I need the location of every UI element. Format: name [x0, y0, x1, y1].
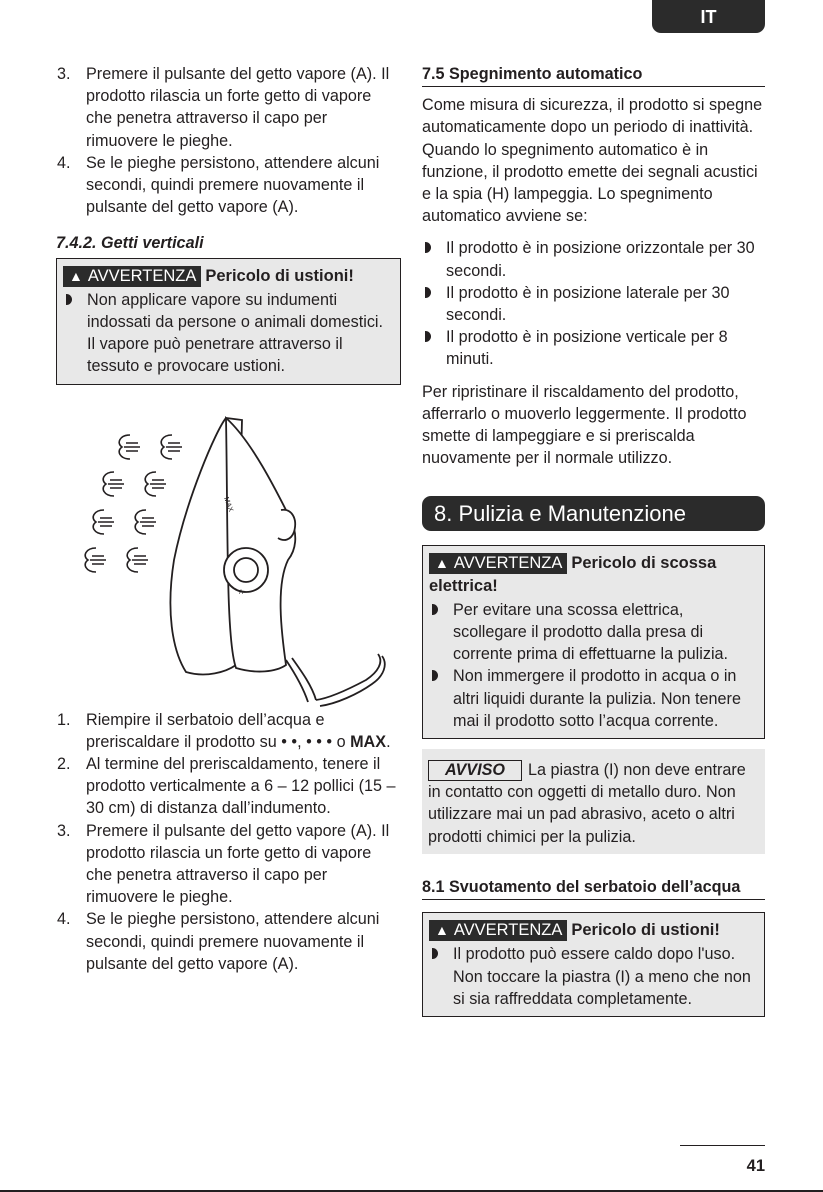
step-text: Premere il pulsante del getto vapore (A). Il prodotto rilascia un forte getto di vapore che penetra attraverso il capo per rimuovere le pieghe. — [86, 65, 390, 150]
bullet-icon — [432, 604, 438, 615]
restart-text: Per ripristinare il riscaldamento del prodotto, afferrarlo o muoverlo leggermente. Il prodotto smette di lampeggiare e si preriscalda nuovamente per il normale utilizzo. — [422, 382, 747, 468]
setting-max: MAX — [350, 732, 387, 751]
list-item — [429, 943, 756, 1010]
bullet-icon — [425, 331, 431, 342]
iron-body-icon — [170, 418, 316, 702]
page-number: 41 — [680, 1145, 765, 1177]
step-text-end: . — [386, 732, 391, 751]
warning-title: Pericolo di ustioni! — [571, 921, 720, 940]
step-text: Se le pieghe persistono, attendere alcuni secondi, quindi premere nuovamente il pulsante del getto vapore (A). — [86, 910, 380, 973]
list-item — [56, 908, 401, 975]
warning-label — [429, 920, 567, 941]
vertical-steam-iron-illustration — [76, 410, 406, 710]
warning-text: Non applicare vapore su indumenti indossati da persone o animali domestici. Il vapore può penetrare attraverso il tessuto e provocare ustioni. — [87, 290, 384, 376]
condition-text: Il prodotto è in posizione orizzontale per 30 secondi. — [446, 239, 755, 280]
list-item — [56, 152, 401, 219]
right-column — [422, 63, 765, 1017]
warning-text: Per evitare una scossa elettrica, scollegare il prodotto dalla presa di corrente prima di effettuarne la pulizia. — [453, 600, 729, 664]
auto-off-text: Come misura di sicurezza, il prodotto si spegne automaticamente dopo un periodo di inattività. Quando lo spegnimento automatico è in funzione, il prodotto emette dei segnali acustici e la spia (H) lampeggia. Lo spegnimento automatico avviene se: — [422, 96, 763, 226]
warning-box-burn — [56, 258, 401, 385]
list-item — [429, 599, 756, 666]
warning-box-burn-cleaning — [422, 912, 765, 1017]
steam-puffs-icon — [85, 435, 182, 572]
list-item — [429, 665, 756, 732]
notice-box — [422, 749, 765, 854]
auto-off-conditions — [422, 237, 765, 370]
warning-text: Non immergere il prodotto in acqua o in altri liquidi durante la pulizia. Non tenere mai il prodotto sotto l’acqua corrente. — [453, 667, 741, 730]
steps-list-top — [56, 63, 401, 218]
warning-header — [63, 265, 392, 287]
step-number: 4. — [57, 910, 71, 929]
warning-items — [429, 599, 756, 732]
step-number: 3. — [57, 821, 71, 840]
section-heading-auto-off: 7.5 Spegnimento automatico — [422, 63, 765, 87]
section-heading-empty-tank: 8.1 Svuotamento del serbatoio dell’acqua — [422, 876, 765, 900]
warning-box-electric-shock — [422, 545, 765, 739]
step-text: Se le pieghe persistono, attendere alcuni secondi, quindi premere nuovamente il pulsante del getto vapore (A). — [86, 153, 380, 217]
step-text: Al termine del preriscaldamento, tenere il prodotto verticalmente a 6 – 12 pollici (15 – 30 cm) di distanza dall’indumento. — [86, 755, 396, 818]
bullet-icon — [432, 670, 438, 681]
list-item — [56, 709, 401, 753]
warning-items — [63, 289, 392, 378]
bullet-icon — [66, 294, 72, 305]
warning-label-text: AVVERTENZA — [453, 554, 563, 573]
condition-text: Il prodotto è in posizione verticale per 8 minuti. — [446, 328, 728, 369]
step-number: 4. — [57, 153, 71, 172]
warning-title: Pericolo di ustioni! — [205, 266, 354, 285]
chapter-title-bar: 8. Pulizia e Manutenzione — [422, 496, 765, 531]
warning-label-text: AVVERTENZA — [87, 266, 197, 285]
warning-header — [429, 552, 756, 596]
warning-label — [429, 553, 567, 574]
warning-text: Il prodotto può essere caldo dopo l'uso. Non toccare la piastra (I) a meno che non si sia raffreddata completamente. — [453, 945, 751, 1008]
notice-text: La piastra (I) non deve entrare in contatto con oggetti di metallo duro. Non utilizzare mai un pad abrasivo, aceto o altri prodotti chimici per la pulizia. — [428, 761, 746, 846]
warning-triangle-icon: ▲ — [435, 555, 449, 572]
list-item — [422, 237, 765, 281]
step-text: Riempire il serbatoio dell’acqua e preriscaldare il prodotto su • •, • • • o — [86, 710, 346, 751]
pointer-label: A — [239, 590, 244, 596]
step-number: 2. — [57, 755, 71, 774]
step-number: 1. — [57, 710, 71, 729]
subheading-vertical-steam: 7.4.2. Getti verticali — [56, 234, 204, 253]
max-marking: MAX — [222, 496, 234, 513]
list-item — [56, 63, 401, 152]
warning-label-text: AVVERTENZA — [453, 921, 563, 940]
bullet-icon — [432, 948, 438, 959]
step-number: 3. — [57, 65, 71, 83]
list-item — [422, 326, 765, 370]
warning-items — [429, 943, 756, 1010]
language-tab: IT — [652, 0, 765, 33]
warning-header — [429, 919, 756, 941]
bullet-icon — [425, 242, 431, 253]
condition-text: Il prodotto è in posizione laterale per 30 secondi. — [446, 283, 730, 325]
notice-label: AVVISO — [428, 760, 522, 781]
warning-title: Pericolo di scossa elettrica! — [429, 554, 717, 595]
list-item — [56, 820, 401, 909]
bullet-icon — [425, 287, 431, 298]
warning-triangle-icon: ▲ — [435, 922, 449, 939]
list-item — [63, 289, 392, 378]
warning-label — [63, 266, 201, 287]
list-item — [56, 753, 401, 820]
iron-cord-icon — [316, 654, 380, 700]
list-item — [422, 282, 765, 326]
warning-triangle-icon: ▲ — [69, 267, 83, 284]
step-text: Premere il pulsante del getto vapore (A). Il prodotto rilascia un forte getto di vapore che penetra attraverso il capo per rimuovere le pieghe. — [86, 821, 390, 907]
steps-list-bottom — [56, 709, 401, 975]
